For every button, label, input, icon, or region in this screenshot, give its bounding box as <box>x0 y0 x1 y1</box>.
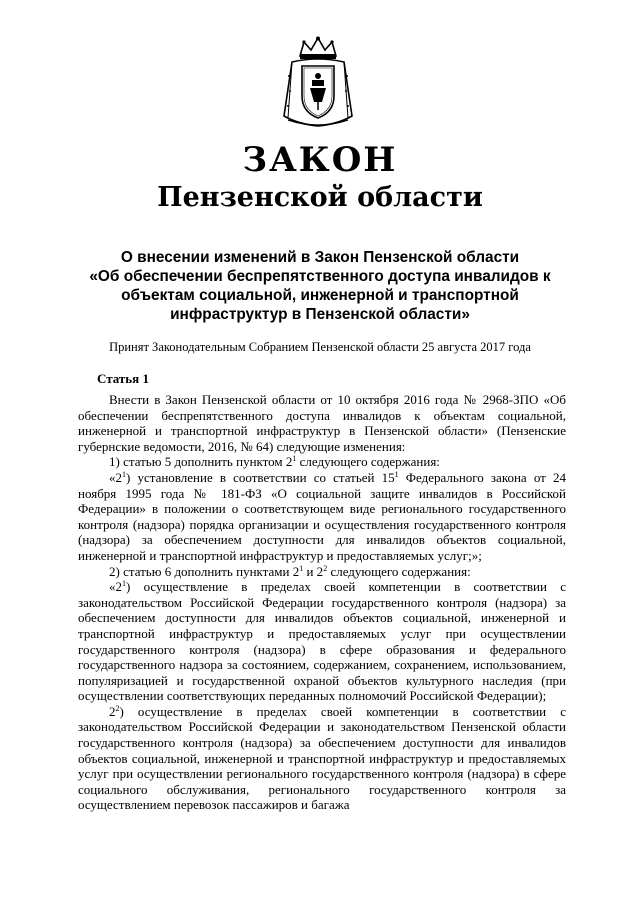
coat-of-arms-emblem <box>278 36 358 130</box>
article-body <box>78 392 566 813</box>
article-intro: Внести в Закон Пензенской области от 10 октября 2016 года № 2968-ЗПО «Об обеспечении беспрепятственного доступа инвалидов к объектам социальной, инженерной и транспортной инфраструктур в Пензенской области» (Пензенские губернские ведомости, 2016, № 64) следующие изменения: <box>78 392 566 454</box>
amendment-item-2-text-2: $2^2$) осуществление в пределах своей компетенции в соответствии с законодательством Российской Федерации и законодательством Пензенской области государственного контроля (надзора) за обеспечением доступности для инвалидов объектов социальной, инженерной и транспортной инфраструктур и предоставляемых услуг при осуществлении регионального государственного контроля (надзора) в сфере социального обслуживания, регионального государственного контроля за осуществлением перевозок пассажиров и багажа <box>78 703 566 813</box>
law-subject-line: «Об обеспечении беспрепятственного доступа инвалидов к <box>89 268 551 285</box>
amendment-item-1: 1) статью 5 дополнить пунктом $2^1$ следующего содержания: <box>109 454 440 470</box>
law-subject-line: О внесении изменений в Закон Пензенской области <box>120 249 520 266</box>
adoption-note: Принят Законодательным Собранием Пензенской области 25 августа 2017 года <box>109 340 531 354</box>
law-subject <box>60 248 580 324</box>
article-heading: Статья 1 <box>97 371 149 386</box>
amendment-item-2-text-1: «$2^1$) осуществление в пределах своей компетенции в соответствии с законодательством Российской Федерации государственного контроля (надзора) за обеспечением доступности для инвалидов объектов социальной, инженерной и транспортной инфраструктур и предоставляемых услуг при осуществлении государственного контроля (надзора) в сфере образования и федерального государственного надзора за состоянием, содержанием, сохранением, использованием, популяризацией и государственной охраной объектов культурного наследия (при осуществлении соответствующих переданных полномочий Российской Федерации); <box>78 579 566 704</box>
amendment-item-1-text: «$2^1$) установление в соответствии со статьей $15^1$ Федерального закона от 24 ноября 1995 года № 181-ФЗ «О социальной защите инвалидов в Российской Федерации» в положении о соответствующем виде регионального государственного контроля (надзора) порядка организации и осуществления государственного контроля (надзора) за обеспечением доступности для инвалидов объектов социальной, инженерной и транспортной инфраструктур и предоставляемых услуг;»; <box>78 469 566 563</box>
amendment-item-2: 2) статью 6 дополнить пунктами $2^1$ и $2^2$ следующего содержания: <box>109 563 471 579</box>
document-title: ЗАКОН <box>242 140 398 180</box>
document-region: Пензенской области <box>157 182 483 213</box>
law-subject-line: объектам социальной, инженерной и транспортной <box>121 287 519 304</box>
law-subject-line: инфраструктур в Пензенской области» <box>170 306 470 323</box>
